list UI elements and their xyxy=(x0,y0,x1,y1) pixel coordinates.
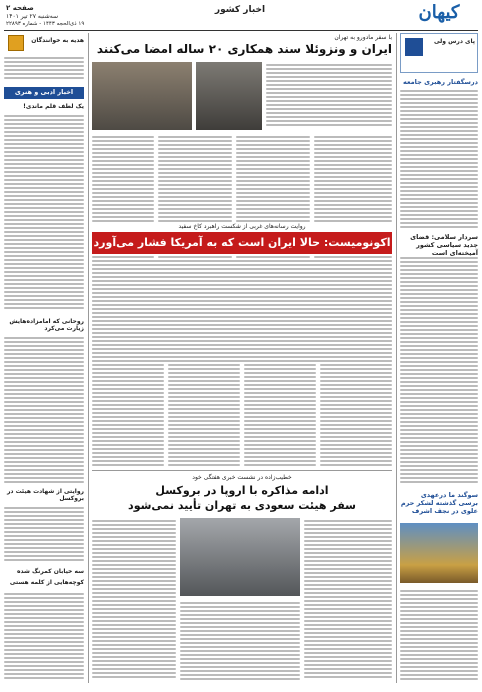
banner-headline: اکونومیست: حالا ایران است که به آمریکا فشار می‌آورد xyxy=(93,236,391,249)
shrine-photo xyxy=(400,523,478,583)
left-separator xyxy=(88,33,89,683)
sidebar-box xyxy=(400,33,478,73)
arts-news-title: اخبار ادبی و هنری xyxy=(14,88,74,96)
sidebar-item-3: سوگند ما درعهدی برسی گذشته لشکر حرم علوی در نجف اشرف xyxy=(400,491,478,516)
bottom-story-rule xyxy=(92,470,392,471)
section-title: اخبار کشور xyxy=(214,5,266,15)
bottom-story-kicker: خطیب‌زاده در نشست خبری هفتگی خود xyxy=(192,474,292,481)
masthead-logo: کیهان xyxy=(418,2,460,23)
signing-photo xyxy=(196,62,262,130)
banner-kicker: روایت رسانه‌های غربی از شکست راهبرد کاخ سفید xyxy=(92,223,392,230)
main-story-kicker: با سفر مادورو به تهران xyxy=(334,34,392,41)
left-item-3: روایتی از شهادت هیئت در بروکسل xyxy=(6,488,84,503)
left-item-5: کوچه‌هایی از کلمه هستی xyxy=(9,579,84,586)
main-story-headline: ایران و ونزوئلا سند همکاری ۲۰ ساله امضا می‌کنند xyxy=(96,42,392,56)
sidebar-text-1 xyxy=(400,88,478,228)
left-text-2 xyxy=(4,335,84,485)
gift-box-title: هدیه به خوانندگان xyxy=(31,37,84,44)
left-item-2: روحانی که امامزاده‌هایش زیارت می‌کرد xyxy=(9,318,84,333)
main-story-lead xyxy=(266,62,392,130)
bottom-story-body-right xyxy=(304,518,392,683)
left-text-4 xyxy=(4,591,84,681)
date-line-1: سه‌شنبه ۲۷ تیر ۱۴۰۱ xyxy=(6,13,58,20)
banner-headline-box xyxy=(92,232,392,254)
left-item-4: سه خیابان کمرنگ شده xyxy=(16,568,84,575)
bottom-story-headline-2: سفر هیئت سعودی به تهران تأیید نمی‌شود xyxy=(128,499,356,512)
left-sidebar xyxy=(4,33,84,683)
date-line-2: ۱۹ ذی‌الحجه ۱۴۴۳ - شماره ۲۲۸۹۳ xyxy=(6,21,85,27)
right-sidebar xyxy=(400,33,478,683)
left-item-1: یک لطف قلم ماندی! xyxy=(23,103,84,110)
bottom-story-body-center xyxy=(180,600,300,683)
logo-emblem-icon xyxy=(405,38,423,56)
banner-body xyxy=(92,258,392,468)
gift-text xyxy=(4,55,84,83)
left-text-3 xyxy=(4,505,84,565)
right-separator xyxy=(396,33,397,683)
press-conference-photo xyxy=(180,518,300,596)
sidebar-item-2: سردار سلامی: قضای جدید سیاسی کشور آمیخته‌ای است xyxy=(410,233,478,258)
meeting-photo xyxy=(92,62,192,130)
page-label: صفحه ۲ xyxy=(6,4,34,12)
sidebar-text-2 xyxy=(400,255,478,485)
bottom-story-headline-1: ادامه مذاکره با اروپا در بروکسل xyxy=(155,484,329,497)
header-rule xyxy=(4,30,478,31)
left-text-1 xyxy=(4,113,84,313)
bottom-story-body-left xyxy=(92,518,176,683)
gift-icon xyxy=(8,35,24,51)
arts-news-box xyxy=(4,87,84,99)
sidebar-item-1: درسگفتار رهبری جامعه xyxy=(403,78,478,86)
sidebar-box-title: پای درس ولی xyxy=(433,38,475,45)
sidebar-text-3 xyxy=(400,588,478,683)
